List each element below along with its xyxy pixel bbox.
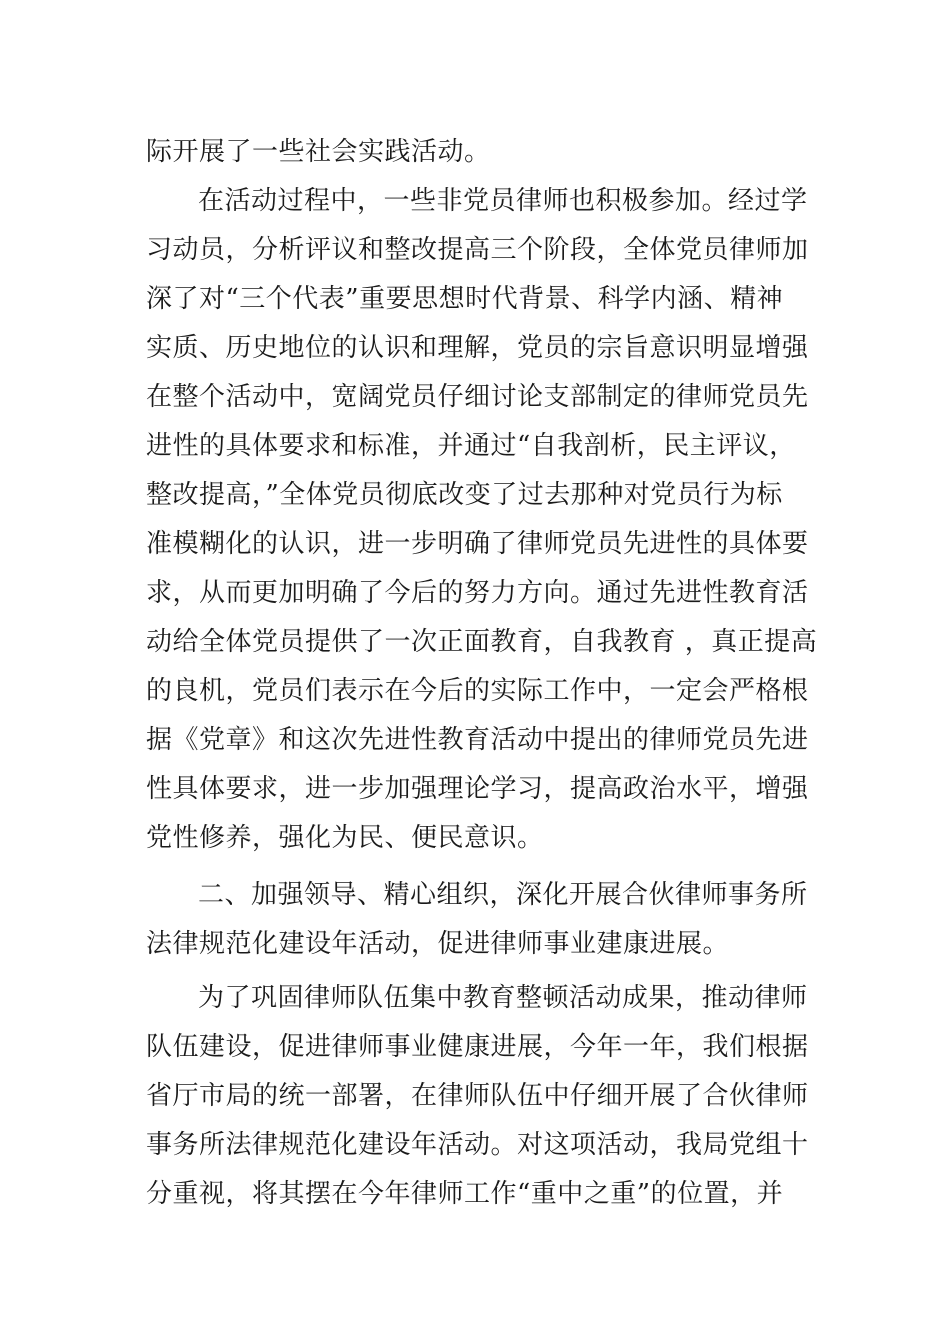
text-line: 际开展了一些社会实践活动。 — [146, 137, 491, 167]
section-heading-line: 法律规范化建设年活动，促进律师事业建康进展。 — [146, 929, 730, 959]
text-line: 求，从而更加明确了今后的努力方向。通过先进性教育活 — [146, 578, 809, 608]
paragraph-start-line: 在活动过程中，一些非党员律师也积极参加。经过学 — [198, 186, 808, 216]
text-line: 队伍建设，促进律师事业健康进展，今年一年，我们根据 — [146, 1032, 809, 1062]
text-line: 准模糊化的认识，进一步明确了律师党员先进性的具体要 — [146, 529, 809, 559]
text-line: 进性的具体要求和标准，并通过“自我剖析，民主评议， — [146, 431, 796, 461]
paragraph-start-line: 为了巩固律师队伍集中教育整顿活动成果，推动律师 — [198, 983, 808, 1013]
text-line: 深了对“三个代表”重要思想时代背景、科学内涵、精神 — [146, 284, 784, 314]
text-line: 事务所法律规范化建设年活动。对这项活动，我局党组十 — [146, 1130, 809, 1160]
text-line: 据《党章》和这次先进性教育活动中提出的律师党员先进 — [146, 725, 809, 755]
section-heading-line: 二、加强领导、精心组织，深化开展合伙律师事务所 — [198, 880, 808, 910]
text-line: 动给全体党员提供了一次正面教育，自我教育 ，真正提高 — [146, 627, 818, 657]
text-line: 性具体要求，进一步加强理论学习，提高政治水平，增强 — [146, 774, 809, 804]
text-line: 习动员，分析评议和整改提高三个阶段，全体党员律师加 — [146, 235, 809, 265]
text-line: 实质、历史地位的认识和理解，党员的宗旨意识明显增强 — [146, 333, 809, 363]
text-line: 在整个活动中，宽阔党员仔细讨论支部制定的律师党员先 — [146, 382, 809, 412]
text-line: 省厅市局的统一部署，在律师队伍中仔细开展了合伙律师 — [146, 1081, 809, 1111]
text-line: 的良机，党员们表示在今后的实际工作中，一定会严格根 — [146, 676, 809, 706]
text-line: 党性修养，强化为民、便民意识。 — [146, 823, 544, 853]
text-line: 整改提高，”全体党员彻底改变了过去那种对党员行为标 — [146, 480, 783, 510]
text-line: 分重视，将其摆在今年律师工作“重中之重”的位置，并 — [146, 1179, 784, 1209]
